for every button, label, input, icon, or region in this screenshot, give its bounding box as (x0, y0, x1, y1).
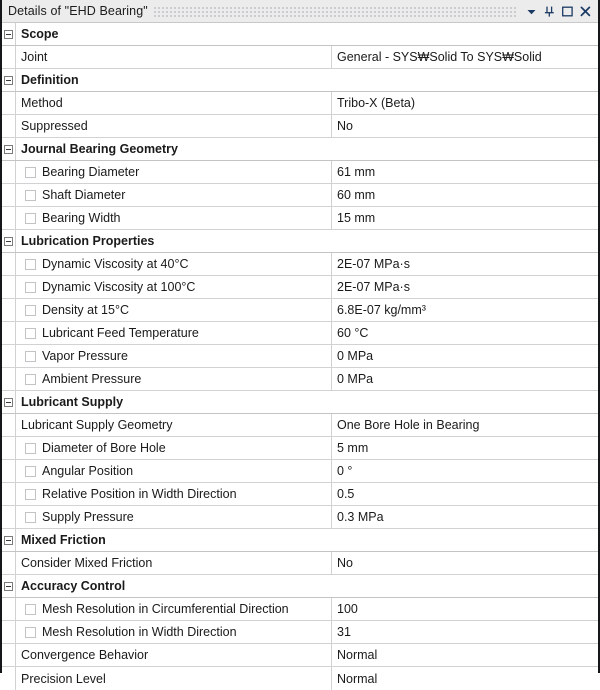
property-label-cell (15, 644, 332, 666)
property-label-cell (15, 368, 332, 390)
property-value-cell[interactable] (332, 115, 598, 137)
label-text: Convergence Behavior (21, 648, 149, 662)
property-checkbox[interactable] (25, 328, 36, 339)
property-checkbox[interactable] (25, 512, 36, 523)
property-label-cell (15, 115, 332, 137)
group-value-cell (332, 230, 598, 252)
property-row[interactable] (2, 276, 598, 299)
label-text: Method (21, 96, 63, 110)
group-expander-cell[interactable] (2, 391, 15, 413)
label-text: Mesh Resolution in Width Direction (42, 625, 237, 639)
label-text: Journal Bearing Geometry (21, 142, 178, 156)
property-row[interactable] (2, 552, 598, 575)
value-text: No (337, 119, 353, 133)
property-row[interactable] (2, 161, 598, 184)
property-row[interactable] (2, 322, 598, 345)
value-text: Normal (337, 648, 378, 662)
property-value-cell[interactable] (332, 46, 598, 68)
collapse-minus-icon[interactable] (4, 536, 13, 545)
label-text: Vapor Pressure (42, 349, 128, 363)
property-label-cell (15, 253, 332, 275)
property-label-cell (15, 345, 332, 367)
property-row[interactable] (2, 460, 598, 483)
collapse-minus-icon[interactable] (4, 582, 13, 591)
property-value-cell[interactable] (332, 598, 598, 620)
property-checkbox[interactable] (25, 443, 36, 454)
property-checkbox[interactable] (25, 167, 36, 178)
value-text: 60 °C (337, 326, 369, 340)
property-value-cell[interactable] (332, 184, 598, 206)
label-text: Consider Mixed Friction (21, 556, 153, 570)
property-value-cell[interactable] (332, 483, 598, 505)
collapse-minus-icon[interactable] (4, 76, 13, 85)
label-text: Lubrication Properties (21, 234, 155, 248)
maximize-button[interactable] (559, 3, 576, 20)
row-gutter (2, 506, 15, 528)
label-text: Dynamic Viscosity at 100°C (42, 280, 196, 294)
property-value-cell[interactable] (332, 207, 598, 229)
row-gutter (2, 483, 15, 505)
label-text: Joint (21, 50, 48, 64)
property-row[interactable] (2, 46, 598, 69)
property-label-cell (15, 621, 332, 643)
property-label-cell (15, 276, 332, 298)
group-label-cell (15, 23, 332, 45)
group-expander-cell[interactable] (2, 138, 15, 160)
value-text: 100 (337, 602, 358, 616)
group-label-cell (15, 529, 332, 551)
group-label-cell (15, 575, 332, 597)
property-row[interactable] (2, 368, 598, 391)
group-header-row[interactable] (2, 529, 598, 552)
property-value-cell[interactable] (332, 368, 598, 390)
row-gutter (2, 184, 15, 206)
label-text: Suppressed (21, 119, 88, 133)
value-text: No (337, 556, 353, 570)
label-text: Lubricant Feed Temperature (42, 326, 199, 340)
property-label-cell (15, 414, 332, 436)
group-header-row[interactable] (2, 391, 598, 414)
row-gutter (2, 414, 15, 436)
property-row[interactable] (2, 667, 598, 690)
property-row[interactable] (2, 437, 598, 460)
label-text: Accuracy Control (21, 579, 126, 593)
group-expander-cell[interactable] (2, 529, 15, 551)
label-text: Density at 15°C (42, 303, 129, 317)
property-label-cell (15, 207, 332, 229)
pin-button[interactable] (541, 3, 558, 20)
group-value-cell (332, 69, 598, 91)
value-text: Tribo-X (Beta) (337, 96, 416, 110)
row-gutter (2, 299, 15, 321)
property-row[interactable] (2, 207, 598, 230)
property-checkbox[interactable] (25, 190, 36, 201)
collapse-minus-icon[interactable] (4, 145, 13, 154)
property-row[interactable] (2, 621, 598, 644)
property-value-cell[interactable] (332, 414, 598, 436)
label-text: Angular Position (42, 464, 134, 478)
property-label-cell (15, 552, 332, 574)
group-header-row[interactable] (2, 138, 598, 161)
value-text: 0 MPa (337, 349, 374, 363)
property-label-cell (15, 46, 332, 68)
property-row[interactable] (2, 115, 598, 138)
properties-grid (2, 23, 598, 690)
group-label-cell (15, 391, 332, 413)
collapse-minus-icon[interactable] (4, 398, 13, 407)
property-checkbox[interactable] (25, 351, 36, 362)
label-text: Supply Pressure (42, 510, 134, 524)
property-value-cell[interactable] (332, 437, 598, 459)
property-value-cell[interactable] (332, 161, 598, 183)
label-text: Dynamic Viscosity at 40°C (42, 257, 189, 271)
property-value-cell[interactable] (332, 253, 598, 275)
row-gutter (2, 621, 15, 643)
group-label-cell (15, 69, 332, 91)
property-checkbox[interactable] (25, 604, 36, 615)
property-value-cell[interactable] (332, 345, 598, 367)
titlebar-grip[interactable] (154, 6, 516, 17)
dropdown-menu-button[interactable] (523, 3, 540, 20)
value-text: Normal (337, 671, 378, 686)
property-label-cell (15, 299, 332, 321)
row-gutter (2, 161, 15, 183)
row-gutter (2, 276, 15, 298)
group-expander-cell[interactable] (2, 575, 15, 597)
row-gutter (2, 644, 15, 666)
collapse-minus-icon[interactable] (4, 237, 13, 246)
property-label-cell (15, 184, 332, 206)
property-label-cell (15, 437, 332, 459)
property-value-cell[interactable] (332, 460, 598, 482)
label-text: Relative Position in Width Direction (42, 487, 237, 501)
property-checkbox[interactable] (25, 627, 36, 638)
row-gutter (2, 207, 15, 229)
property-value-cell[interactable] (332, 621, 598, 643)
property-row[interactable] (2, 184, 598, 207)
value-text: 0 ° (337, 464, 353, 478)
property-label-cell (15, 598, 332, 620)
property-value-cell[interactable] (332, 644, 598, 666)
row-gutter (2, 253, 15, 275)
property-checkbox[interactable] (25, 466, 36, 477)
property-label-cell (15, 322, 332, 344)
label-text: Scope (21, 27, 59, 41)
group-header-row[interactable] (2, 23, 598, 46)
close-button[interactable] (577, 3, 594, 20)
property-row[interactable] (2, 92, 598, 115)
group-value-cell (332, 138, 598, 160)
property-value-cell[interactable] (332, 92, 598, 114)
property-row[interactable] (2, 506, 598, 529)
group-value-cell (332, 23, 598, 45)
property-label-cell (15, 506, 332, 528)
property-row[interactable] (2, 345, 598, 368)
property-row[interactable] (2, 598, 598, 621)
property-row[interactable] (2, 414, 598, 437)
value-text: 0.3 MPa (337, 510, 384, 524)
collapse-minus-icon[interactable] (4, 30, 13, 39)
property-value-cell[interactable] (332, 322, 598, 344)
row-gutter (2, 345, 15, 367)
row-gutter (2, 46, 15, 68)
value-text: 60 mm (337, 188, 376, 202)
group-label-cell (15, 230, 332, 252)
property-value-cell[interactable] (332, 506, 598, 528)
property-row[interactable] (2, 253, 598, 276)
value-text: 2E-07 MPa·s (337, 257, 410, 271)
row-gutter (2, 667, 15, 690)
group-label-cell (15, 138, 332, 160)
property-label-cell (15, 483, 332, 505)
label-text: Mesh Resolution in Circumferential Direction (42, 602, 289, 616)
property-row[interactable] (2, 644, 598, 667)
property-value-cell[interactable] (332, 276, 598, 298)
property-checkbox[interactable] (25, 282, 36, 293)
group-expander-cell[interactable] (2, 230, 15, 252)
property-label-cell (15, 161, 332, 183)
label-text: Shaft Diameter (42, 188, 126, 202)
value-text: 5 mm (337, 441, 369, 455)
value-text: General - SYS₩Solid To SYS₩Solid (337, 50, 542, 64)
value-text: 2E-07 MPa·s (337, 280, 410, 294)
group-value-cell (332, 391, 598, 413)
label-text: Lubricant Supply (21, 395, 124, 409)
row-gutter (2, 115, 15, 137)
row-gutter (2, 598, 15, 620)
value-text: One Bore Hole in Bearing (337, 418, 480, 432)
property-label-cell (15, 460, 332, 482)
property-label-cell (15, 667, 332, 690)
value-text: 31 (337, 625, 351, 639)
label-text: Bearing Diameter (42, 165, 140, 179)
group-header-row[interactable] (2, 575, 598, 598)
label-text: Lubricant Supply Geometry (21, 418, 173, 432)
row-gutter (2, 368, 15, 390)
value-text: 0.5 (337, 487, 355, 501)
property-value-cell[interactable] (332, 667, 598, 690)
property-row[interactable] (2, 483, 598, 506)
label-text: Bearing Width (42, 211, 121, 225)
label-text: Diameter of Bore Hole (42, 441, 166, 455)
value-text: 61 mm (337, 165, 376, 179)
value-text: 6.8E-07 kg/mm³ (337, 303, 426, 317)
row-gutter (2, 460, 15, 482)
property-checkbox[interactable] (25, 305, 36, 316)
panel-titlebar (2, 0, 598, 23)
group-header-row[interactable] (2, 69, 598, 92)
label-text: Definition (21, 73, 79, 87)
label-text: Mixed Friction (21, 533, 106, 547)
group-value-cell (332, 575, 598, 597)
label-text: Precision Level (21, 671, 106, 686)
property-checkbox[interactable] (25, 259, 36, 270)
row-gutter (2, 437, 15, 459)
row-gutter (2, 92, 15, 114)
group-header-row[interactable] (2, 230, 598, 253)
panel-title: Details of "EHD Bearing" (8, 4, 148, 18)
group-expander-cell[interactable] (2, 23, 15, 45)
value-text: 15 mm (337, 211, 376, 225)
row-gutter (2, 552, 15, 574)
property-checkbox[interactable] (25, 489, 36, 500)
value-text: 0 MPa (337, 372, 374, 386)
property-value-cell[interactable] (332, 552, 598, 574)
row-gutter (2, 322, 15, 344)
property-row[interactable] (2, 299, 598, 322)
label-text: Ambient Pressure (42, 372, 142, 386)
property-checkbox[interactable] (25, 374, 36, 385)
property-checkbox[interactable] (25, 213, 36, 224)
group-expander-cell[interactable] (2, 69, 15, 91)
property-value-cell[interactable] (332, 299, 598, 321)
property-label-cell (15, 92, 332, 114)
group-value-cell (332, 529, 598, 551)
